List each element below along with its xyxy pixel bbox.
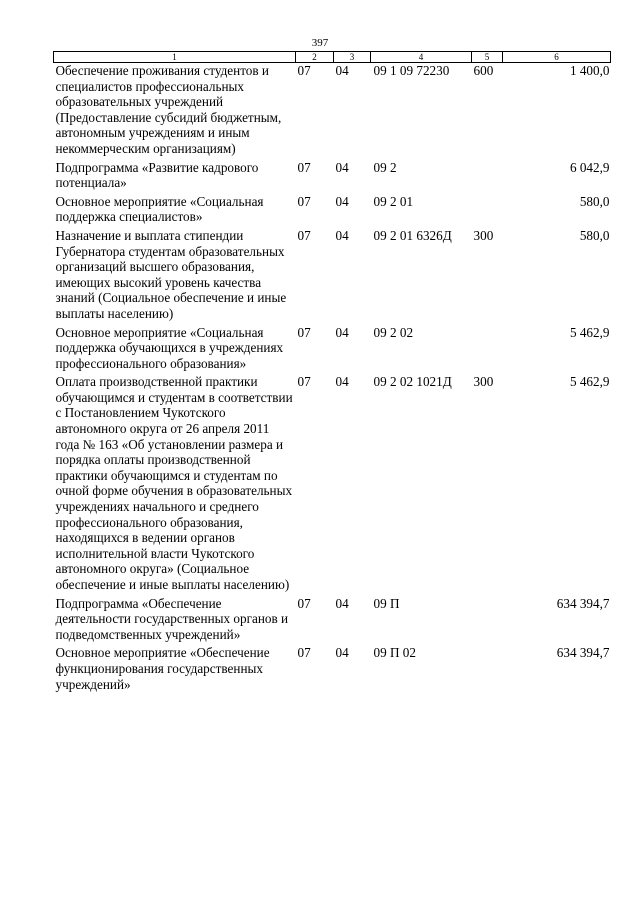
header-col-4: 4 [371,52,472,63]
row-name: Основное мероприятие «Социальная поддержка специалистов» [55,193,264,225]
row-subsection: 04 [335,159,349,175]
row-section: 07 [297,374,311,390]
table-row [54,63,611,160]
row-subsection: 04 [335,645,349,661]
table-row [54,228,611,325]
table-row [54,325,611,375]
table-header [54,52,611,63]
header-col-6: 6 [503,52,611,63]
table-row [54,645,611,695]
row-name: Обеспечение проживания студентов и специалистов профессиональных образовательных учреждений (Предоставление субсидий бюджетным, автономным учреждениям и иным некоммерческим организациям) [55,63,282,156]
table-body [54,63,611,696]
row-target-code: 09 П [373,595,400,611]
row-section: 07 [297,645,311,661]
row-amount: 580,0 [579,193,610,209]
row-expense-type [472,194,503,228]
row-amount: 580,0 [579,227,610,243]
row-subsection: 04 [335,324,349,340]
row-expense-type [472,596,503,646]
budget-table [53,51,611,695]
row-subsection: 04 [335,63,349,78]
row-subsection: 04 [335,374,349,390]
row-target-code: 09 2 02 [373,324,414,340]
header-row [54,52,611,63]
header-col-3: 3 [334,52,371,63]
row-section: 07 [297,227,311,243]
row-target-code: 09 2 02 1021Д [373,374,452,390]
row-section: 07 [297,324,311,340]
row-name: Основное мероприятие «Обеспечение функционирования государственных учреждений» [55,645,270,692]
table-row [54,596,611,646]
row-target-code: 09 2 [373,159,397,175]
row-subsection: 04 [335,193,349,209]
row-section: 07 [297,595,311,611]
row-expense-type [472,325,503,375]
row-target-code: 09 2 01 6326Д [373,227,452,243]
row-expense-type: 300 [473,227,494,243]
row-section: 07 [297,159,311,175]
row-amount: 5 462,9 [569,374,610,390]
row-name: Подпрограмма «Развитие кадрового потенциала» [55,159,259,191]
row-name: Назначение и выплата стипендии Губернатора студентам образовательных организаций высшего образования, имеющих высокий уровень качества знаний (Социальное обеспечение и иные выплаты населению) [55,227,287,321]
page-number: 397 [311,37,329,49]
row-target-code: 09 2 01 [373,193,414,209]
table-row [54,374,611,595]
row-expense-type: 600 [473,63,494,78]
row-amount: 634 394,7 [556,595,610,611]
row-expense-type [472,160,503,194]
row-name: Оплата производственной практики обучающимся и студентам в соответствии с Постановлением Чукотского автономного округа от 26 апреля 2011 года № 163 «Об установлении размера и порядка оплаты производственной практики обучающимся и студентам по очной форме обучения в образовательных учреждениях начального и среднего профессионального образования, находящихся в ведении органов исполнительной власти Чукотского автономного округа» (Социальное обеспечение и иные выплаты населению) [55,374,293,592]
table-row [54,160,611,194]
row-section: 07 [297,63,311,78]
row-subsection: 04 [335,227,349,243]
row-amount: 1 400,0 [569,63,610,78]
header-col-5: 5 [472,52,503,63]
row-subsection: 04 [335,595,349,611]
row-amount: 5 462,9 [569,324,610,340]
table-row [54,194,611,228]
row-target-code: 09 1 09 72230 [373,63,450,78]
row-expense-type [472,645,503,695]
header-col-1: 1 [54,52,296,63]
header-col-2: 2 [296,52,334,63]
row-name: Основное мероприятие «Социальная поддержка обучающихся в учреждениях профессионального образования» [55,324,284,371]
row-section: 07 [297,193,311,209]
row-target-code: 09 П 02 [373,645,416,661]
row-amount: 6 042,9 [569,159,610,175]
row-name: Подпрограмма «Обеспечение деятельности государственных органов и подведомственных учреждений» [55,595,289,642]
row-amount: 634 394,7 [556,645,610,661]
row-expense-type: 300 [473,374,494,390]
